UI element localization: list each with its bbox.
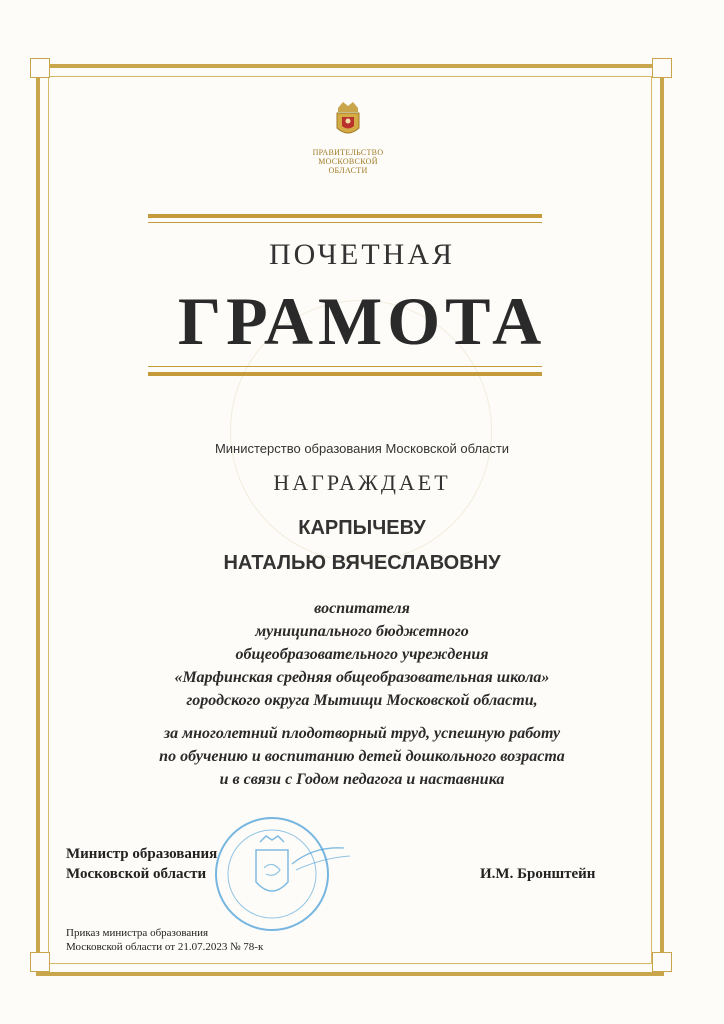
position-line: муниципального бюджетного <box>255 623 469 640</box>
frame-corner <box>30 58 50 78</box>
order-reference-line: Московской области от 21.07.2023 № 78-к <box>66 941 264 953</box>
frame-corner <box>652 58 672 78</box>
official-seal-stamp-icon <box>204 812 352 932</box>
title-honorary: ПОЧЕТНАЯ <box>268 238 456 271</box>
title-certificate: ГРАМОТА <box>177 283 547 359</box>
reason-line: по обучению и воспитанию детей дошкольного возраста <box>159 748 565 765</box>
signatory-title-line: Министр образования <box>66 846 218 862</box>
crest-caption-line: ОБЛАСТИ <box>328 166 368 175</box>
gold-divider <box>148 214 542 218</box>
recipient-given-names: НАТАЛЬЮ ВЯЧЕСЛАВОВНУ <box>223 552 501 574</box>
issuer-ministry: Министерство образования Московской области <box>214 441 510 456</box>
reason-line: и в связи с Годом педагога и наставника <box>219 771 505 788</box>
moscow-oblast-coat-of-arms-icon <box>333 100 363 140</box>
signatory-name: И.М. Бронштейн <box>480 866 596 882</box>
gold-divider <box>148 366 542 367</box>
frame-corner <box>30 952 50 972</box>
position-line: городского округа Мытищи Московской области, <box>186 692 538 709</box>
position-line: общеобразовательного учреждения <box>235 646 489 663</box>
gold-divider <box>148 372 542 376</box>
crest-caption <box>260 148 436 175</box>
recipient-surname: КАРПЫЧЕВУ <box>298 517 426 539</box>
crest-caption-line: ПРАВИТЕЛЬСТВО <box>312 148 384 157</box>
signatory-title-line: Московской области <box>66 866 207 882</box>
frame-corner <box>652 952 672 972</box>
position-line: «Марфинская средняя общеобразовательная школа» <box>174 669 550 686</box>
gold-divider <box>148 222 542 223</box>
position-line: воспитателя <box>314 600 410 617</box>
reason-line: за многолетний плодотворный труд, успешную работу <box>163 725 561 742</box>
crest-caption-line: МОСКОВСКОЙ <box>318 157 378 166</box>
order-reference-line: Приказ министра образования <box>66 927 209 939</box>
awards-heading: НАГРАЖДАЕТ <box>273 470 451 495</box>
